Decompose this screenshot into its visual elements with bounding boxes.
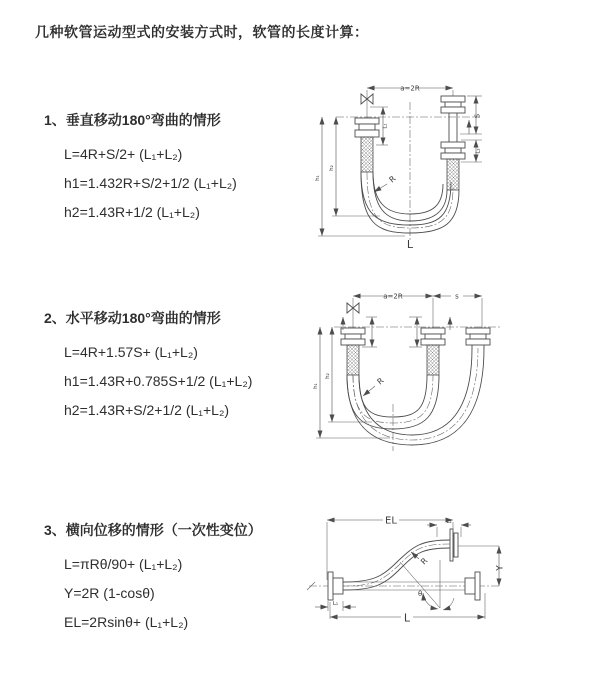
formula-l: L=4R+1.57S+ (L₁+L₂) [64, 344, 198, 360]
left-pipe-fitting [328, 572, 343, 600]
radius-construction [400, 552, 454, 610]
displaced-flange [450, 529, 458, 561]
page-title: 几种软管运动型式的安装方式时，软管的长度计算： [35, 24, 369, 40]
hose-s-curve [343, 540, 450, 590]
dim-label-l1: L₁ [382, 123, 389, 129]
dim-label-total-length: L [403, 611, 411, 625]
formula-h2: h2=1.43R+1/2 (L₁+L₂) [64, 204, 200, 220]
left-pipe-fitting [341, 328, 365, 375]
dimension-a2r [353, 293, 433, 329]
braided-hose-section [361, 137, 373, 172]
right-pipe-fitting [465, 572, 480, 600]
dim-label-h1: h₁ [313, 383, 319, 389]
valve-icon [361, 90, 373, 118]
radius-leader [374, 174, 398, 192]
dim-label-a2r: a=2R [383, 292, 403, 301]
dim-label-r: R [387, 174, 398, 185]
dim-label-l2: L₂ [446, 519, 452, 525]
formula-el: EL=2Rsinθ+ (L₁+L₂) [64, 614, 189, 630]
braided-hose-section [427, 345, 439, 375]
dim-label-y: Y [495, 565, 506, 571]
braided-hose-section [447, 159, 459, 190]
dim-label-h1: h₁ [315, 175, 321, 181]
diagram-vertical-180-bend [310, 76, 570, 256]
dim-label-s: S [473, 113, 482, 119]
dimension-l2 [427, 519, 471, 537]
right-pipe-fitting [441, 96, 465, 190]
dim-label-r: R [375, 376, 386, 387]
dim-label-l2: L₂ [475, 148, 482, 154]
braided-hose-section [347, 345, 359, 375]
section-2-heading: 2、水平移动180°弯曲的情形 [44, 310, 221, 326]
formula-l: L=4R+S/2+ (L₁+L₂) [64, 146, 183, 162]
formula-h2: h2=1.43R+S/2+1/2 (L₁+L₂) [64, 402, 230, 418]
dim-label-l1: L₁ [332, 601, 339, 607]
section-3-heading: 3、横向位移的情形（一次性变位） [44, 522, 262, 538]
dimension-a2r [367, 85, 453, 97]
dimension-shift [433, 293, 482, 329]
diagram-horizontal-180-bend [310, 286, 570, 458]
valve-icon [347, 298, 359, 328]
dim-label-shift: s [455, 292, 459, 301]
hose-loop [347, 348, 484, 445]
left-pipe-fitting [355, 118, 379, 172]
dim-label-h2: h₂ [329, 165, 335, 171]
dim-label-a2r: a=2R [400, 84, 420, 93]
formula-h1: h1=1.43R+0.785S+1/2 (L₁+L₂) [64, 373, 253, 389]
dimension-l1 [315, 601, 356, 611]
diagram-lateral-displacement [303, 505, 518, 653]
section-1-heading: 1、垂直移动180°弯曲的情形 [44, 112, 221, 128]
dim-label-h2: h₂ [325, 373, 331, 379]
middle-pipe-fitting [421, 328, 445, 375]
section-2 [44, 308, 324, 425]
formula-l: L=πRθ/90+ (L₁+L₂) [64, 556, 183, 572]
dim-label-theta: θ [418, 590, 423, 598]
dimension-total-length [330, 593, 485, 625]
section-3 [44, 520, 324, 637]
radius-leader [363, 376, 386, 396]
dim-label-el: EL [385, 515, 397, 527]
dim-label-r: R [419, 556, 430, 567]
formula-y: Y=2R (1-cosθ) [64, 585, 155, 601]
section-1 [44, 110, 324, 227]
dim-label-total-length: L [406, 238, 414, 251]
right-pipe-fitting [466, 328, 490, 349]
formula-h1: h1=1.432R+S/2+1/2 (L₁+L₂) [64, 175, 237, 191]
